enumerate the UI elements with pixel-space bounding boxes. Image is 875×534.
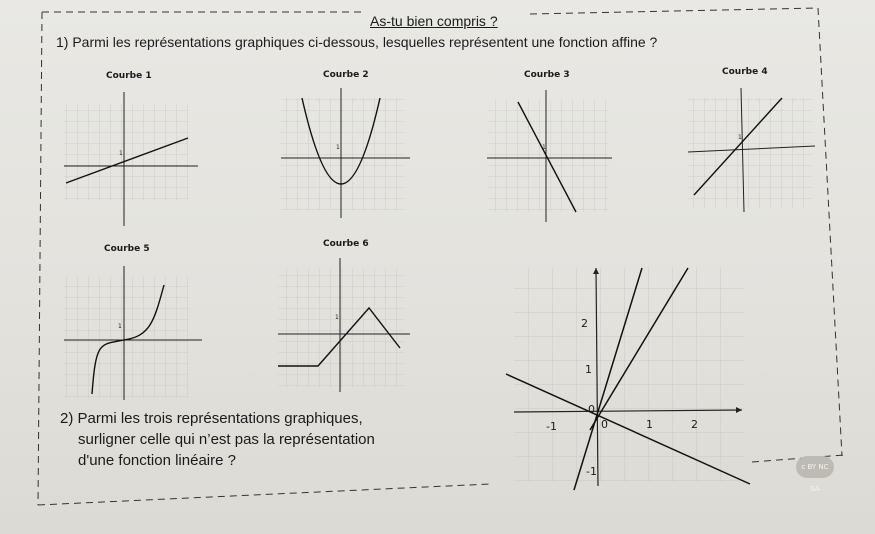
curve-4-graph: [688, 88, 815, 212]
question-1: 1) Parmi les représentations graphiques ci-dessous, lesquelles représentent une fonction affine ?: [56, 34, 658, 50]
big-tick-x2: 2: [691, 418, 698, 431]
c3-tick-one: 1: [542, 144, 546, 151]
big-tick-y1: 1: [585, 363, 592, 376]
question-2: [60, 408, 375, 471]
big-tick-origin: 0: [588, 403, 595, 416]
c4-tick-one: 1: [738, 134, 742, 141]
curve-2-graph: [281, 88, 410, 218]
curve-1-graph: [64, 92, 198, 226]
big-graph: [506, 268, 750, 490]
c6-tick-one: 1: [335, 314, 339, 321]
big-tick-y-minus1: -1: [586, 465, 597, 478]
curve-6-graph: [278, 258, 410, 392]
c1-tick-one: 1: [119, 150, 123, 157]
c2-tick-one: 1: [336, 144, 340, 151]
curve-4-label: Courbe 4: [722, 67, 768, 77]
curve-1-label: Courbe 1: [106, 71, 152, 81]
worksheet-title: As-tu bien compris ?: [370, 13, 498, 29]
curve-2-label: Courbe 2: [323, 70, 369, 80]
big-tick-x0: 0: [601, 418, 608, 431]
question-2-line-3: d'une fonction linéaire ?: [78, 452, 236, 469]
big-tick-x1: 1: [646, 418, 653, 431]
big-tick-x-minus1: -1: [546, 420, 557, 433]
license-stamp: c BY NC SA: [796, 456, 834, 478]
question-2-line-2: surligner celle qui n’est pas la représentation: [78, 431, 375, 448]
curve-3-graph: [487, 90, 612, 222]
curve-5-label: Courbe 5: [104, 244, 150, 254]
c5-tick-one: 1: [118, 323, 122, 330]
curve-3-label: Courbe 3: [524, 70, 570, 80]
curve-5-graph: [64, 266, 202, 400]
question-2-line-1: 2) Parmi les trois représentations graphiques,: [60, 410, 363, 427]
big-tick-y2: 2: [581, 317, 588, 330]
curve-6-label: Courbe 6: [323, 239, 369, 249]
